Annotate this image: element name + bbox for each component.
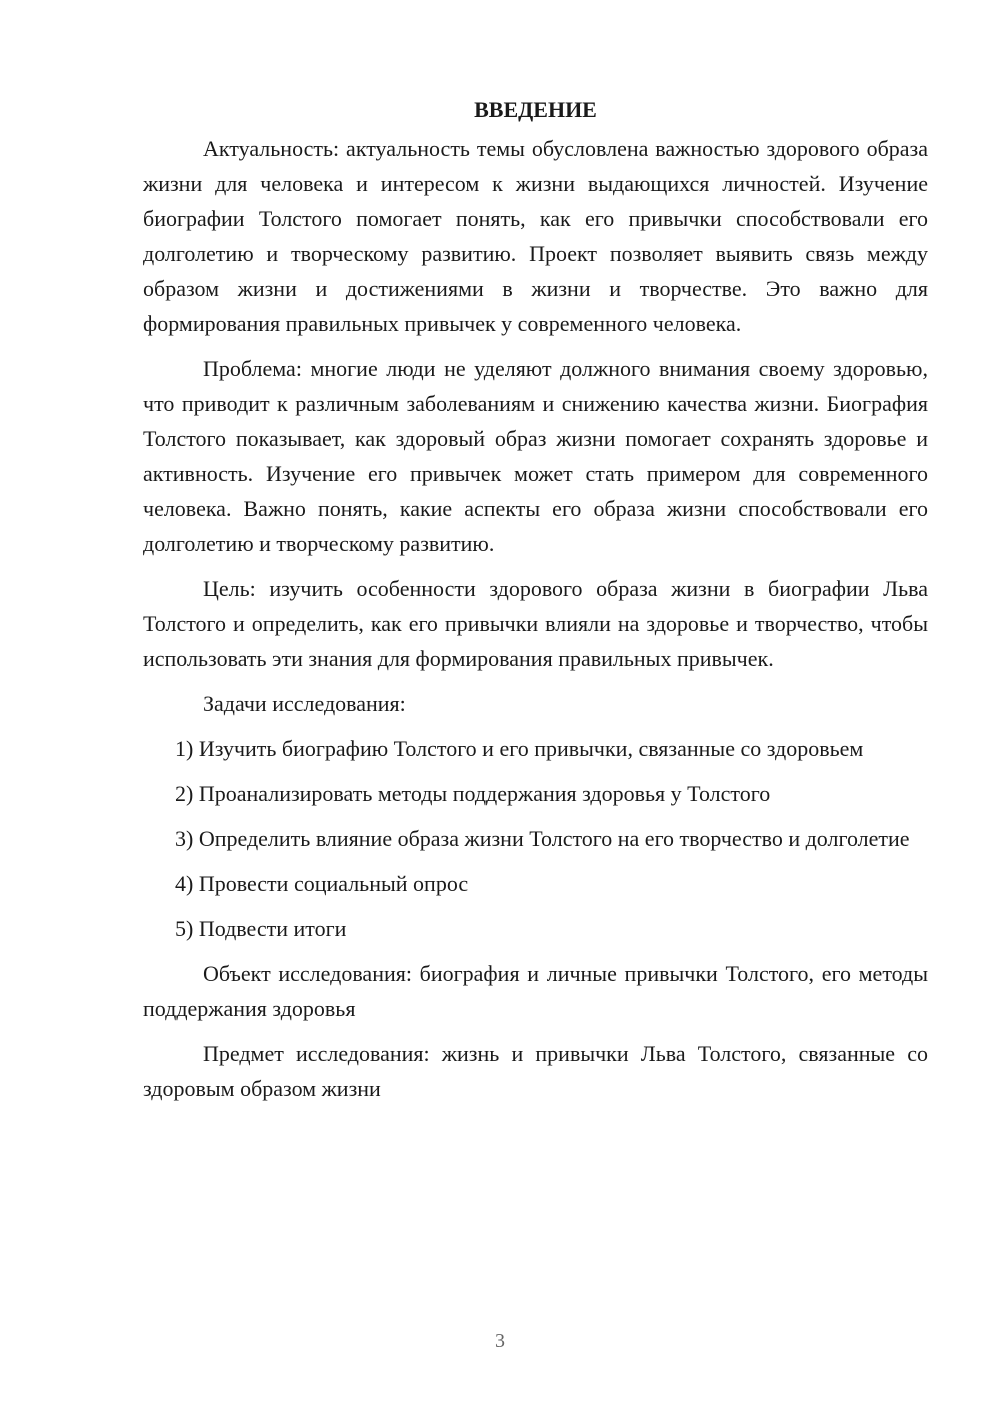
list-item: 2) Проанализировать методы поддержания здоровья у Толстого — [175, 781, 771, 806]
list-item: 5) Подвести итоги — [175, 916, 347, 941]
page-number: 3 — [495, 1330, 505, 1352]
list-item: 3) Определить влияние образа жизни Толстого на его творчество и долголетие — [175, 826, 910, 851]
section-title: ВВЕДЕНИЕ — [474, 97, 597, 122]
subject-paragraph: Предмет исследования: жизнь и привычки Льва Толстого, связанные со здоровым образом жизни — [143, 1041, 928, 1101]
object-paragraph: Объект исследования: биография и личные привычки Толстого, его методы поддержания здоровья — [143, 961, 928, 1021]
tasks-list — [143, 731, 928, 946]
list-item: 4) Провести социальный опрос — [175, 871, 469, 896]
relevance-paragraph: Актуальность: актуальность темы обусловлена важностью здорового образа жизни для человека и интересом к жизни выдающихся личностей. Изучение биографии Толстого помогает понять, как его привычки способствовали его долголетию и творческому развитию. Проект позволяет выявить связь между образом жизни и достижениями в жизни и творчестве. Это важно для формирования правильных привычек у современного человека. — [143, 136, 928, 336]
tasks-heading: Задачи исследования: — [203, 691, 406, 716]
page-content — [143, 92, 928, 1116]
list-item: 1) Изучить биографию Толстого и его привычки, связанные со здоровьем — [175, 736, 864, 761]
problem-paragraph: Проблема: многие люди не уделяют должного внимания своему здоровью, что приводит к различным заболеваниям и снижению качества жизни. Биография Толстого показывает, как здоровый образ жизни помогает сохранять здоровье и активность. Изучение его привычек может стать примером для современного человека. Важно понять, какие аспекты его образа жизни способствовали его долголетию и творческому развитию. — [143, 356, 928, 556]
goal-paragraph: Цель: изучить особенности здорового образа жизни в биографии Льва Толстого и определить, как его привычки влияли на здоровье и творчество, чтобы использовать эти знания для формирования правильных привычек. — [143, 576, 928, 671]
